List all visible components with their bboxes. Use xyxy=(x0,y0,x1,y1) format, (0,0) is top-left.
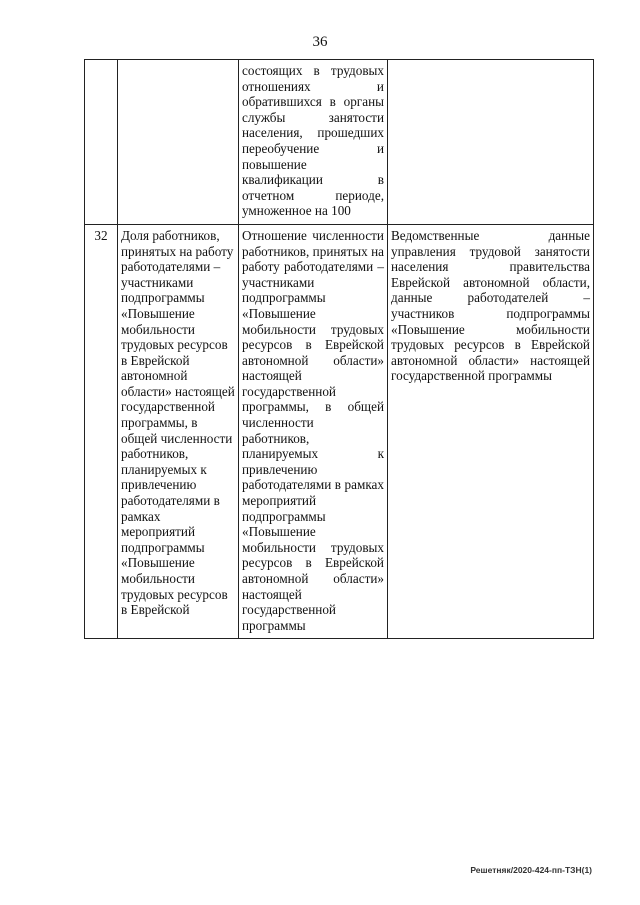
indicator-name-cell: Доля работников, принятых на работу работодателями – участниками подпрограммы «Повышение мобильности трудовых ресурсов в Еврейской автономной области» настоящей государственной программы, в общей численности работников, планируемых к привлечению работодателями в рамках мероприятий подпрограммы «Повышение мобильности трудовых ресурсов в Еврейской xyxy=(118,224,239,638)
row-number-cell: 32 xyxy=(85,224,118,638)
page-number: 36 xyxy=(312,34,328,50)
indicator-name-cell xyxy=(118,60,239,225)
document-footer-id: Решетняк/2020-424-пп-ТЗН(1) xyxy=(470,865,592,875)
calculation-method-cell: состоящих в трудовых отношениях и обратившихся в органы службы занятости населения, прошедших переобучение и повышение квалификации в отчетном периоде, умноженное на 100 xyxy=(239,60,388,225)
data-source-cell: Ведомственные данные управления трудовой занятости населения правительства Еврейской автономной области, данные работодателей – участников подпрограммы «Повышение мобильности трудовых ресурсов в Еврейской автономной области» настоящей государственной программы xyxy=(388,224,594,638)
row-number-cell xyxy=(85,60,118,225)
calculation-method-cell: Отношение численности работников, принятых на работу работодателями – участниками подпрограммы «Повышение мобильности трудовых ресурсов в Еврейской автономной области» настоящей государственной программы, в общей численности работников, планируемых к привлечению работодателями в рамках мероприятий подпрограммы «Повышение мобильности трудовых ресурсов в Еврейской автономной области» настоящей государственной программы xyxy=(239,224,388,638)
table-row xyxy=(85,60,594,225)
table-row xyxy=(85,224,594,638)
indicators-table xyxy=(84,59,594,639)
data-source-cell xyxy=(388,60,594,225)
